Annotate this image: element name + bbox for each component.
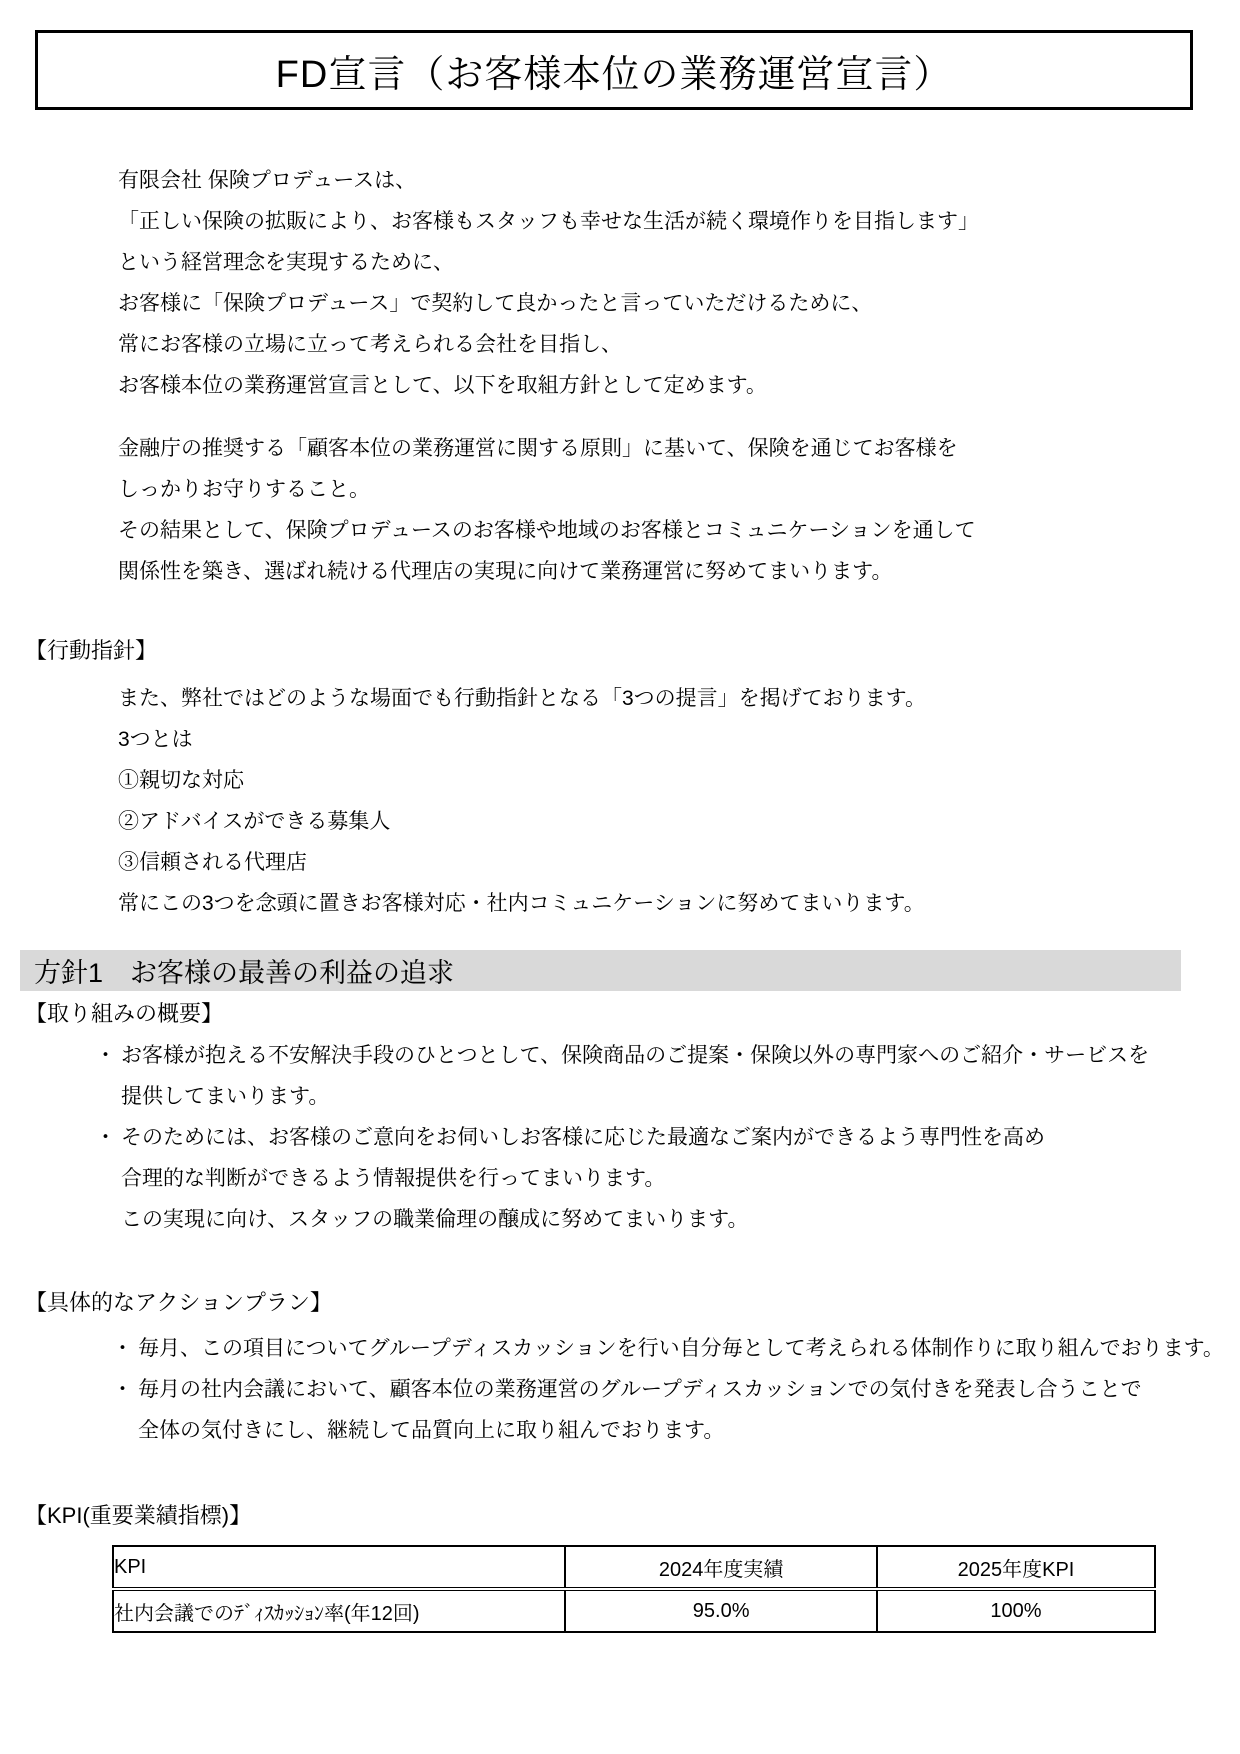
bullet-marker: ・	[95, 1126, 116, 1149]
kpi-metric-name: 社内会議でのﾃﾞｨｽｶｯｼｮﾝ率(年12回)	[113, 1589, 565, 1632]
text-line: 3つとは	[118, 728, 193, 751]
text-line: ②アドバイスができる募集人	[118, 810, 391, 833]
list-item	[112, 1369, 1240, 1451]
document-title-box	[35, 30, 1193, 110]
kpi-value-2025: 100%	[877, 1589, 1155, 1632]
page-title: FD宣言（お客様本位の業務運営宣言）	[275, 53, 953, 96]
list-item-text	[121, 1035, 1149, 1117]
kpi-table-header-2025: 2025年度KPI	[877, 1546, 1155, 1589]
text-line: 有限会社 保険プロデュースは、	[118, 169, 417, 192]
action-plan-bullet-list	[112, 1328, 1240, 1451]
text-line: 「正しい保険の拡販により、お客様もスタッフも幸せな生活が続く環境作りを目指します」	[118, 210, 979, 233]
bullet-marker: ・	[95, 1044, 116, 1067]
list-item	[95, 1117, 1240, 1240]
list-item	[112, 1328, 1240, 1369]
kpi-heading: 【KPI(重要業績指標)】	[25, 1503, 252, 1528]
action-principles-body	[118, 678, 1240, 924]
overview-heading: 【取り組みの概要】	[25, 1001, 224, 1026]
text-line: 常にお客様の立場に立って考えられる会社を目指し、	[118, 333, 622, 356]
text-line: 常にこの3つを念頭に置きお客様対応・社内コミュニケーションに努めてまいります。	[118, 892, 925, 915]
intro-paragraph-1	[118, 160, 1240, 406]
list-item-text	[138, 1328, 1224, 1369]
text-line: ①親切な対応	[118, 769, 244, 792]
kpi-table-header-2024: 2024年度実績	[565, 1546, 877, 1589]
text-line: ③信頼される代理店	[118, 851, 307, 874]
action-principles-heading: 【行動指針】	[25, 638, 158, 663]
text-line: 全体の気付きにし、継続して品質向上に取り組んでおります。	[138, 1419, 725, 1442]
kpi-table-header-row	[113, 1546, 1155, 1589]
bullet-marker: ・	[112, 1337, 133, 1360]
list-item	[95, 1035, 1240, 1117]
text-line: この実現に向け、スタッフの職業倫理の醸成に努めてまいります。	[121, 1208, 749, 1231]
text-line: そのためには、お客様のご意向をお伺いしお客様に応じた最適なご案内ができるよう専門性を高め	[121, 1126, 1045, 1149]
kpi-value-2024: 95.0%	[565, 1589, 877, 1632]
policy1-section-title: 方針1 お客様の最善の利益の追求	[34, 958, 455, 988]
text-line: 提供してまいります。	[121, 1085, 330, 1108]
text-line: その結果として、保険プロデュースのお客様や地域のお客様とコミュニケーションを通して	[118, 519, 976, 542]
text-line: 毎月、この項目についてグループディスカッションを行い自分毎として考えられる体制作りに取り組んでおります。	[138, 1337, 1224, 1360]
text-line: 合理的な判断ができるよう情報提供を行ってまいります。	[121, 1167, 666, 1190]
text-line: また、弊社ではどのような場面でも行動指針となる「3つの提言」を掲げております。	[118, 687, 926, 710]
text-line: お客様に「保険プロデュース」で契約して良かったと言っていただけるために、	[118, 292, 873, 315]
kpi-table	[112, 1545, 1156, 1633]
intro-paragraph-2	[118, 428, 1240, 592]
action-plan-heading: 【具体的なアクションプラン】	[25, 1290, 332, 1315]
kpi-table-header-kpi: KPI	[113, 1546, 565, 1589]
text-line: お客様が抱える不安解決手段のひとつとして、保険商品のご提案・保険以外の専門家へのご紹介・サービスを	[121, 1044, 1150, 1067]
kpi-table-row	[113, 1589, 1155, 1632]
text-line: 関係性を築き、選ばれ続ける代理店の実現に向けて業務運営に努めてまいります。	[118, 560, 893, 583]
overview-bullet-list	[95, 1035, 1240, 1240]
list-item-text	[138, 1369, 1142, 1451]
policy1-section-bar	[20, 950, 1181, 991]
bullet-marker: ・	[112, 1378, 133, 1401]
list-item-text	[121, 1117, 1045, 1240]
text-line: という経営理念を実現するために、	[118, 251, 454, 274]
text-line: お客様本位の業務運営宣言として、以下を取組方針として定めます。	[118, 374, 767, 397]
text-line: 金融庁の推奨する「顧客本位の業務運営に関する原則」に基いて、保険を通じてお客様を	[118, 437, 958, 460]
text-line: しっかりお守りすること。	[118, 478, 370, 501]
text-line: 毎月の社内会議において、顧客本位の業務運営のグループディスカッションでの気付きを発表し合うことで	[138, 1378, 1142, 1401]
